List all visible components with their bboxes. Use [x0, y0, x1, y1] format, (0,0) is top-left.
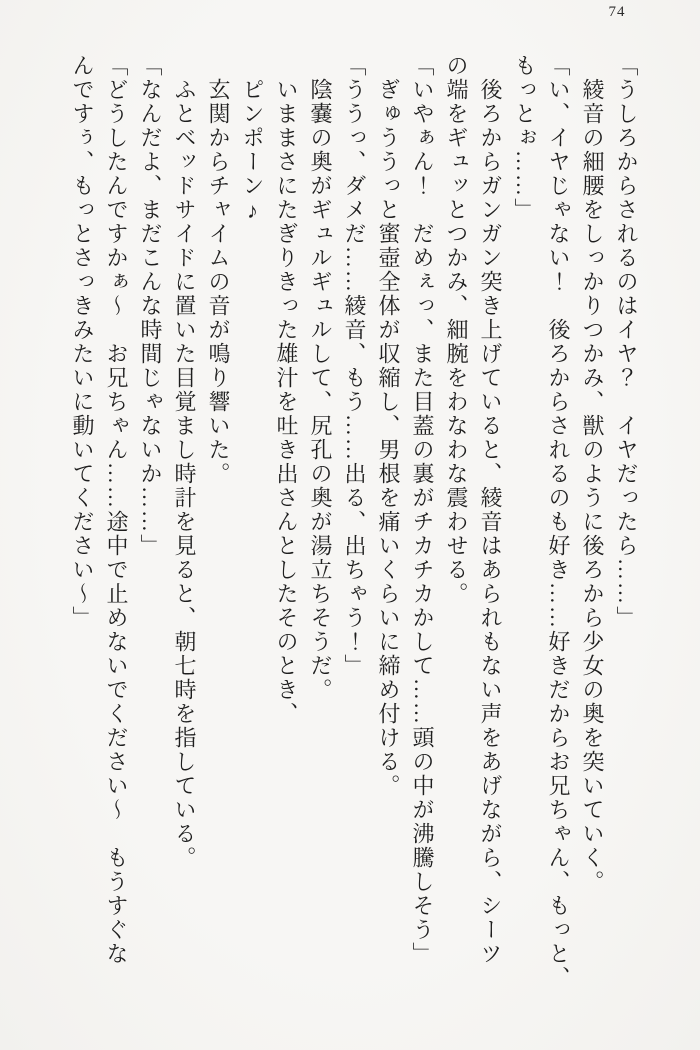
text-column: 「どうしたんですかぁ～ お兄ちゃん……途中で止めないでください～ もうすぐな: [104, 54, 129, 966]
text-column: ふとベッドサイドに置いた目覚まし時計を見ると、朝七時を指している。: [172, 54, 197, 870]
text-column: 「い、イヤじゃない！ 後ろからされるのも好き……好きだからお兄ちゃん、もっと、: [546, 54, 571, 990]
text-column: んですぅ、もっとさっきみたいに動いてください～」: [70, 54, 95, 630]
text-column: 陰嚢の奥がギュルギュルして、尻孔の奥が湯立ちそうだ。: [308, 54, 333, 702]
text-column: ピンポーン♪: [240, 54, 265, 225]
text-column: もっとぉ……」: [512, 54, 537, 222]
vertical-text-block: [65, 54, 643, 999]
text-column: 「うしろからされるのはイヤ？ イヤだったら……」: [614, 54, 639, 630]
text-column: 綾音の細腰をしっかりつかみ、獣のように後ろから少女の奥を突いていく。: [580, 54, 605, 894]
text-column: 「いやぁん！ だめぇっ、また目蓋の裏がチカチカかして……頭の中が沸騰しそう」: [410, 54, 435, 966]
page-number: 74: [608, 4, 626, 20]
text-column: 「ううっ、ダメだ……綾音、もう……出る、出ちゃう！」: [342, 54, 367, 678]
text-column: 「なんだよ、まだこんな時間じゃないか……」: [138, 54, 163, 558]
text-column: いままさにたぎりきった雄汁を吐き出さんとしたそのとき、: [274, 54, 299, 726]
text-column: ぎゅううっと蜜壺全体が収縮し、男根を痛いくらいに締め付ける。: [376, 54, 401, 798]
text-column: 後ろからガンガン突き上げていると、綾音はあられもない声をあげながら、シーツ: [478, 54, 503, 966]
text-column: の端をギュッとつかみ、細腕をわなわな震わせる。: [444, 54, 469, 606]
text-column: 玄関からチャイムの音が鳴り響いた。: [206, 54, 231, 486]
